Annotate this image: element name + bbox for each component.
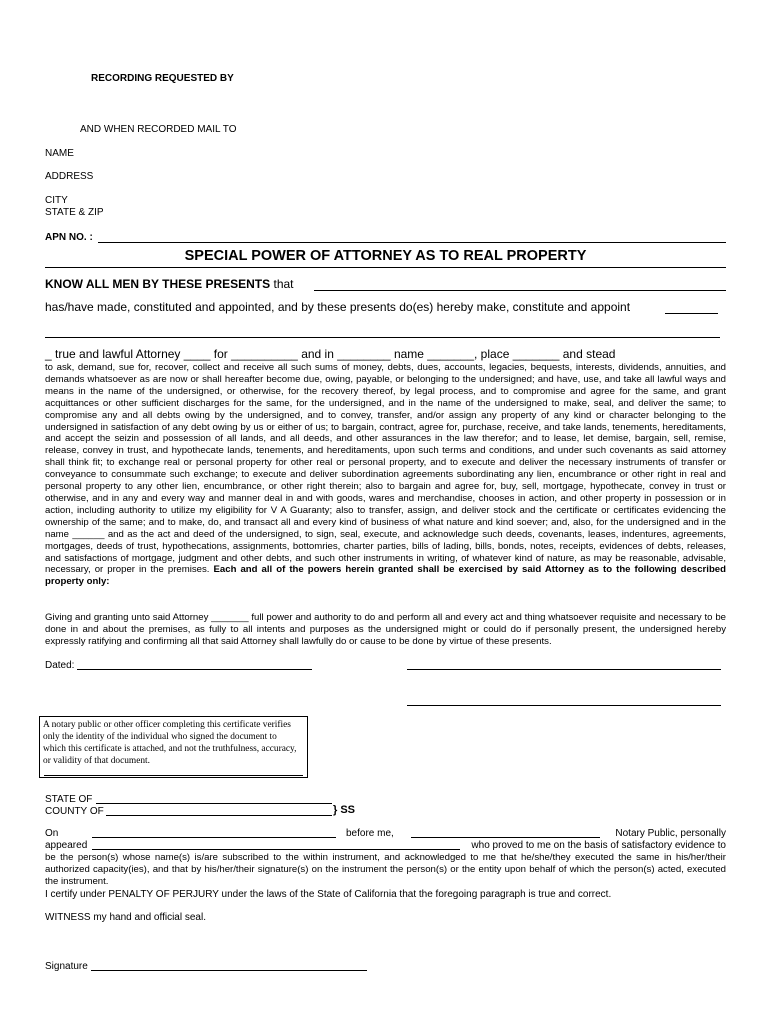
- appeared-line[interactable]: [92, 849, 460, 850]
- true-and-lawful-line: _ true and lawful Attorney ____ for __________ and in ________ name _______, place _______ and stead: [45, 347, 616, 361]
- notary-disclaimer-text: A notary public or other officer completing this certificate verifies only the identity of the individual who signed the document to which this certificate is attached, and not the truthfulness, accuracy, or validity of that document.: [43, 720, 297, 766]
- dated-label: Dated:: [45, 660, 75, 671]
- dated-line[interactable]: [77, 669, 312, 670]
- when-recorded-label: AND WHEN RECORDED MAIL TO: [80, 124, 237, 135]
- state-of-line[interactable]: [96, 803, 332, 804]
- acknowledgment-paragraph: be the person(s) whose name(s) is/are subscribed to the within instrument, and acknowledged to me that he/she/they executed the same in his/her/their authorized capacity(ies), and that by his/her/their signature(s) on the instrument the person(s) or the entity upon behalf of which the person(s) acted, executed the instrument.: [45, 852, 726, 887]
- signature-line-1[interactable]: [407, 669, 721, 670]
- county-of-line[interactable]: [106, 815, 332, 816]
- attorney-name-continued-line[interactable]: [45, 337, 720, 338]
- document-title: SPECIAL POWER OF ATTORNEY AS TO REAL PROPERTY: [184, 248, 587, 264]
- powers-text: to ask, demand, sue for, recover, collect and receive all such sums of money, debts, dues, accounts, legacies, bequests, interests, dividends, annuities, and demands whatsoever as are now or shall hereafter become due, owing, payable, or belonging to the undersigned; and have, use, and take all lawful ways and means in the name of the undersigned, or otherwise, for the recovery thereof, by legal process, and to compromise and agree for the same, and grant acquittances or other sufficient discharges for the same, for the undersigned, and in the name of the undersigned to make, seal, and deliver the same; to compromise any and all debts owing by the undersigned, and to convey, transfer, and/or assign any property of any kind or character belonging to the undersigned in satisfaction of any debt owing by us or either of us; to bargain, contract, agree for, purchase, receive, and take lands, tenements, hereditaments, and accept the seizin and possession of all lands, and all deeds, and other assurances in the law therefor; and to lease, let demise, bargain, sell, remise, release, convey in trust, and hypothecate lands, tenements, and hereditaments, upon such terms and conditions, and under such covenants as said attorney shall think fit; to exchange real or personal property for other real or personal property, and to execute and deliver the necessary instruments of transfer or conveyance to consummate such exchange; to execute and deliver subordination agreements subordinating any lien, encumbrance or other right in real and personal property to any other lien, encumbrance, or other right therein; also to bargain and agree for, buy, sell, mortgage, hypothecate, convey in trust or otherwise, and in any and every way and manner deal in and with goods, wares and merchandise, chooses in action, and other property in possession or in action, including authority to utilize my eligibility for V A Guaranty; also to transfer, assign, and deliver stock and the certificate or certificates evidencing the ownership of the same; and to make, do, and transact all and every kind of business of what nature and kind soever; and, also, for the undersigned and in the name ______ and as the act and deed of the undersigned, to sign, seal, execute, and acknowledge such deeds, covenants, leases, indentures, agreements, mortgages, deeds of trust, hypothecations, assignments, bottomries, charter parties, bills of lading, bills, bonds, notes, receipts, evidences of debts, releases, and satisfactions of mortgage, judgment and other debts, and such other instruments in writing, of whatever kind of nature, as may be reasonable, advisable, necessary, or proper in the premises.: [45, 362, 726, 576]
- ss-label: } SS: [333, 804, 356, 816]
- powers-bold-text: Each and all of the powers herein granted shall be exercised by said Attorney as to the following described property only:: [45, 564, 726, 588]
- powers-paragraph: [45, 362, 726, 588]
- title-bottom-rule: [45, 267, 726, 268]
- notary-box-inner-rule: [44, 775, 303, 776]
- attorney-name-line[interactable]: [665, 313, 718, 314]
- city-label: CITY: [45, 195, 68, 206]
- appeared-label: appeared: [45, 840, 88, 851]
- apn-label: APN NO. :: [45, 232, 93, 243]
- giving-paragraph: Giving and granting unto said Attorney _______ full power and authority to do and perform all and every act and thing whatsoever requisite and necessary to be done in and about the premises, as fully to all intents and purposes as the undersigned might or could do if personally present, the undersigned hereby expressly ratifying and confirming all that said Attorney shall lawfully do or cause to be done by virtue of these presents.: [45, 612, 726, 647]
- name-label: NAME: [45, 148, 74, 159]
- address-label: ADDRESS: [45, 171, 94, 182]
- has-made-line: has/have made, constituted and appointed, and by these presents do(es) hereby make, constitute and appoint: [45, 300, 631, 314]
- that-label: that: [273, 277, 294, 291]
- principal-name-line[interactable]: [314, 290, 726, 291]
- title-top-rule: [98, 242, 726, 243]
- notary-signature-line[interactable]: [91, 970, 367, 971]
- certify-text: I certify under PENALTY OF PERJURY under the laws of the State of California that the foregoing paragraph is true and correct.: [45, 889, 612, 900]
- signature-line-2[interactable]: [407, 705, 721, 706]
- witness-text: WITNESS my hand and official seal.: [45, 912, 206, 923]
- state-of-label: STATE OF: [45, 794, 93, 805]
- county-of-label: COUNTY OF: [45, 806, 104, 817]
- on-label: On: [45, 828, 59, 839]
- before-me-label: before me,: [346, 828, 394, 839]
- proved-label: who proved to me on the basis of satisfactory evidence to: [471, 840, 726, 851]
- notary-name-line[interactable]: [411, 837, 600, 838]
- state-zip-label: STATE & ZIP: [45, 207, 104, 218]
- know-all-men-line: [45, 277, 726, 291]
- know-all-men-label: KNOW ALL MEN BY THESE PRESENTS: [45, 277, 271, 291]
- notary-disclaimer-box: [39, 716, 308, 778]
- signature-label: Signature: [45, 961, 88, 972]
- on-date-line[interactable]: [92, 837, 336, 838]
- notary-public-label: Notary Public, personally: [615, 828, 726, 839]
- recording-requested-by: RECORDING REQUESTED BY: [91, 73, 234, 84]
